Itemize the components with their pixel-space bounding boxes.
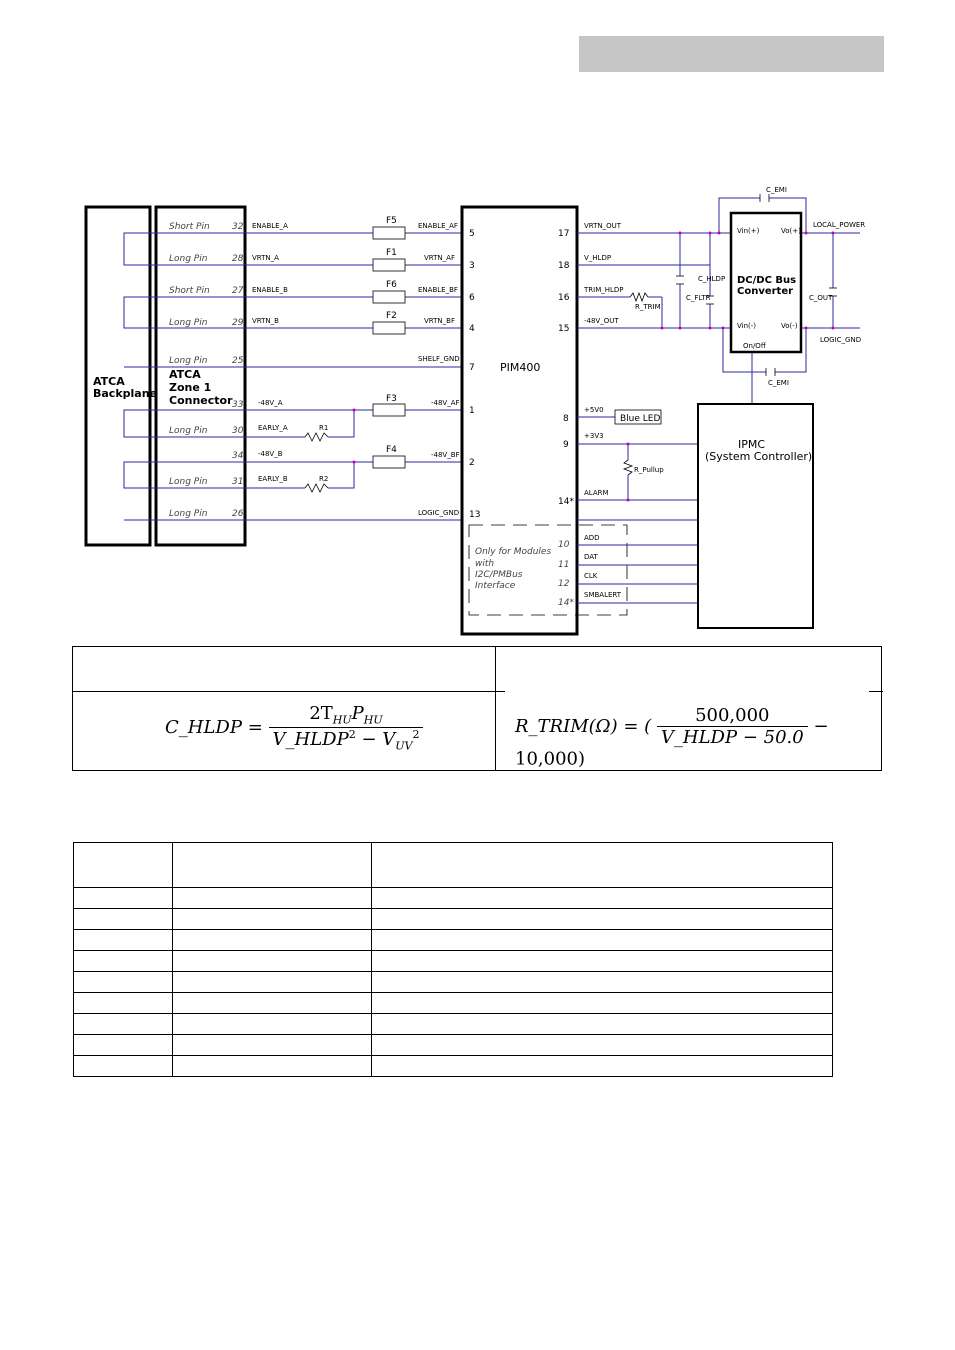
fuse-label: F4: [386, 445, 397, 455]
pin-signal: VRTN_B: [252, 317, 279, 325]
table-row: [74, 951, 833, 972]
table-row: [74, 1056, 833, 1077]
converter-vo-plus: Vo(+): [781, 227, 801, 235]
pim-signal: ALARM: [584, 489, 609, 497]
pin-number: 29: [232, 318, 244, 328]
pim-pin: 8: [563, 414, 569, 424]
table-header-row: [74, 843, 833, 888]
blue-led-label: Blue LED: [620, 414, 661, 424]
pim-pin: 14*: [558, 497, 574, 507]
pim-pin: 9: [563, 440, 569, 450]
pin-signal: -48V_B: [258, 450, 283, 458]
pin-signal: VRTN_A: [252, 254, 279, 262]
i2c-note-4: Interface: [475, 581, 516, 591]
connector-label-1: ATCA: [169, 368, 201, 381]
pim-signal: V_HLDP: [584, 254, 612, 262]
table-row: [74, 888, 833, 909]
pim-pin: 14*: [558, 598, 574, 608]
r1-label: R1: [319, 424, 329, 432]
fuse-label: F3: [386, 394, 397, 404]
pin-number: 33: [232, 400, 244, 410]
formula-header-rule: [869, 691, 883, 692]
c-hldp-label: C_HLDP: [698, 275, 726, 283]
converter-vin-minus: Vin(-): [737, 322, 757, 330]
pin-type: Long Pin: [169, 426, 208, 436]
pim-signal: +3V3: [584, 432, 604, 440]
i2c-note-2: with: [475, 559, 495, 569]
converter-title-1: DC/DC Bus: [737, 275, 797, 286]
pim-left-signals: [418, 222, 460, 517]
fuse-label: F2: [386, 311, 397, 321]
pin-number: 25: [232, 356, 244, 366]
r-trim-tail: − 10,000): [515, 716, 829, 770]
pin-type: Short Pin: [169, 222, 210, 232]
pin-number: 31: [232, 477, 244, 487]
pin-number: 27: [232, 286, 244, 296]
r2-label: R2: [319, 475, 329, 483]
pim400-title: PIM400: [500, 361, 541, 374]
resistor-r-pullup: [624, 460, 632, 475]
pim-pin: 3: [469, 261, 475, 271]
pin-type: Long Pin: [169, 318, 208, 328]
table-header-cell: [74, 843, 173, 888]
pim-pin: 12: [558, 579, 570, 589]
fuses: [373, 227, 405, 468]
resistor-r-trim: [630, 293, 648, 301]
pim-signal: TRIM_HLDP: [584, 286, 624, 294]
pin-type: Long Pin: [169, 254, 208, 264]
pin-signal: ENABLE_A: [252, 222, 288, 230]
fuse-label: F1: [386, 248, 397, 258]
pim-signal: ENABLE_BF: [418, 286, 458, 294]
i2c-note-3: I2C/PMBus: [475, 570, 523, 580]
pim-signal: LOGIC_GND: [418, 509, 460, 517]
pim-pin: 5: [469, 229, 475, 239]
c-emi-bottom-label: C_EMI: [768, 379, 789, 387]
formula-box: [72, 646, 882, 771]
c-hldp-fraction: $\frac{2T_{HU}P_{HU}}{V\_HLDP^2 - V_{UV}^2}$: [269, 703, 424, 752]
junction-dot: [353, 461, 356, 464]
pim-pin: 6: [469, 293, 475, 303]
pin-number: 34: [232, 451, 244, 461]
pim-pin: 13: [469, 510, 481, 520]
pim-signal: CLK: [584, 572, 598, 580]
converter-onoff: On/Off: [743, 342, 766, 350]
table-row: [74, 1035, 833, 1056]
pim-pin: 16: [558, 293, 570, 303]
pim-signal: ENABLE_AF: [418, 222, 458, 230]
r-pullup-label: R_Pullup: [634, 466, 664, 474]
pim-signal: -48V_OUT: [584, 317, 619, 325]
pim-signal: VRTN_BF: [424, 317, 455, 325]
backplane-label-1: ATCA: [93, 375, 125, 388]
i2c-note-1: Only for Modules: [475, 547, 552, 557]
ipmc-subtitle: (System Controller): [705, 450, 813, 463]
resistor-r2: [305, 484, 328, 492]
local-power-label: LOCAL_POWER: [813, 221, 866, 229]
r-trim-label: R_TRIM: [635, 303, 661, 311]
c-fltr-label: C_FLTR: [686, 294, 711, 302]
c-hldp-lhs: C_HLDP =: [165, 717, 263, 739]
ipmc-title: IPMC: [738, 438, 766, 451]
table-header-cell: [172, 843, 371, 888]
backplane-label-2: Backplane: [93, 387, 158, 400]
pim-pin: 10: [558, 540, 570, 550]
pim-left-pins: [469, 229, 480, 520]
pin-signal: -48V_A: [258, 399, 283, 407]
table-header-cell: [371, 843, 832, 888]
table-row: [74, 1014, 833, 1035]
converter-title-2: Converter: [737, 286, 794, 297]
pim-pin: 1: [469, 406, 475, 416]
connector-label-3: Connector: [169, 394, 233, 407]
pin-type: Short Pin: [169, 286, 210, 296]
c-hldp-formula: [165, 703, 423, 752]
pim-pin: 15: [558, 324, 570, 334]
pim-pin: 4: [469, 324, 475, 334]
table-row: [74, 993, 833, 1014]
pim-signal: SHELF_GND: [418, 355, 460, 363]
pim-pin: 7: [469, 363, 475, 373]
c-out-label: C_OUT: [809, 294, 833, 302]
pin-number: 32: [232, 222, 244, 232]
pin-signal: ENABLE_B: [252, 286, 288, 294]
pim-signal: ADD: [584, 534, 600, 542]
table-row: [74, 930, 833, 951]
pim-signal: +5V0: [584, 406, 604, 414]
formula-divider: [495, 647, 496, 771]
table-row: [74, 909, 833, 930]
c-emi-top-label: C_EMI: [766, 186, 787, 194]
pim-pin: 11: [558, 560, 570, 570]
schematic-diagram: [0, 0, 955, 640]
pim-signal: VRTN_OUT: [584, 222, 622, 230]
connector-label-2: Zone 1: [169, 381, 212, 394]
pin-signal: EARLY_B: [258, 475, 288, 483]
pim-signal: VRTN_AF: [424, 254, 455, 262]
converter-vo-minus: Vo(-): [781, 322, 798, 330]
formula-header-rule: [73, 691, 505, 692]
resistor-r1: [305, 433, 328, 441]
pim-signal: SMBALERT: [584, 591, 622, 599]
pin-type: Long Pin: [169, 509, 208, 519]
pim-pin: 18: [558, 261, 570, 271]
converter-vin-plus: Vin(+): [737, 227, 760, 235]
table-row: [74, 972, 833, 993]
pim-signal: DAT: [584, 553, 598, 561]
pin-signal: EARLY_A: [258, 424, 288, 432]
pim-signal: -48V_AF: [431, 399, 460, 407]
junction-dot: [353, 409, 356, 412]
pim-right-pins: [558, 229, 574, 608]
pin-number: 28: [232, 254, 244, 264]
r-trim-fraction: $\frac{500,000}{\text{V\_HLDP − 50.0}}$: [657, 705, 808, 748]
r-trim-formula: [515, 705, 881, 770]
pim-pin: 2: [469, 458, 475, 468]
logic-gnd-label: LOGIC_GND: [820, 336, 862, 344]
pin-type: Long Pin: [169, 477, 208, 487]
pin-number: 30: [232, 426, 244, 436]
pim-signal: -48V_BF: [431, 451, 460, 459]
fuse-label: F6: [386, 280, 397, 290]
r-trim-lhs: R_TRIM(Ω) = (: [515, 716, 652, 737]
parameter-table: [73, 842, 833, 1077]
pin-number: 26: [232, 509, 244, 519]
pim-pin: 17: [558, 229, 570, 239]
pin-type: Long Pin: [169, 356, 208, 366]
fuse-label: F5: [386, 216, 397, 226]
